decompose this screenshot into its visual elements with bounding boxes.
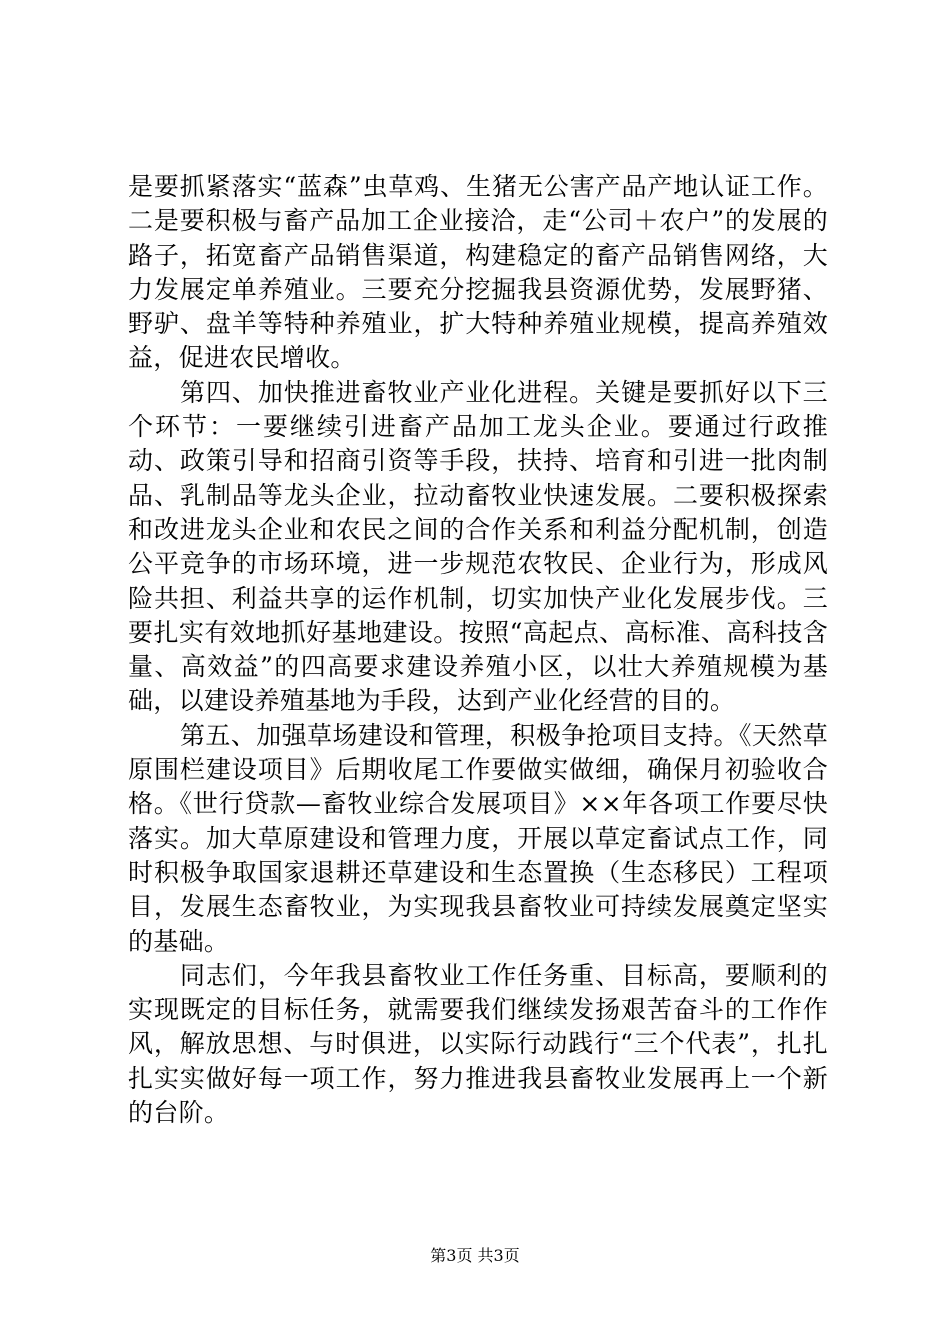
page-footer: 第3页 共3页	[430, 1246, 520, 1265]
paragraph-continued: 是要抓紧落实“蓝森”虫草鸡、生猪无公害产品产地认证工作。二是要积极与畜产品加工企业接洽，走“公司＋农户”的发展的路子，拓宽畜产品销售渠道，构建稳定的畜产品销售网络，大力发展定单养殖业。三要充分挖掘我县资源优势，发展野猪、野驴、盘羊等特种养殖业，扩大特种养殖业规模，提高养殖效益，促进农民增收。	[128, 172, 828, 373]
paragraph-closing: 同志们，今年我县畜牧业工作任务重、目标高，要顺利的实现既定的目标任务，就需要我们继续发扬艰苦奋斗的工作作风，解放思想、与时俱进，以实际行动践行“三个代表”，扎扎扎实实做好每一项工作，努力推进我县畜牧业发展再上一个新的台阶。	[128, 960, 828, 1128]
paragraph-fifth-point: 第五、加强草场建设和管理，积极争抢项目支持。《天然草原围栏建设项目》后期收尾工作要做实做细，确保月初验收合格。《世行贷款—畜牧业综合发展项目》××年各项工作要尽快落实。加大草原建设和管理力度，开展以草定畜试点工作，同时积极争取国家退耕还草建设和生态置换（生态移民）工程项目，发展生态畜牧业，为实现我县畜牧业可持续发展奠定坚实的基础。	[128, 720, 828, 956]
paragraph-fourth-point: 第四、加快推进畜牧业产业化进程。关键是要抓好以下三个环节：一要继续引进畜产品加工龙头企业。要通过行政推动、政策引导和招商引资等手段，扶持、培育和引进一批肉制品、乳制品等龙头企业，拉动畜牧业快速发展。二要积极探索和改进龙头企业和农民之间的合作关系和利益分配机制，创造公平竞争的市场环境，进一步规范农牧民、企业行为，形成风险共担、利益共享的运作机制，切实加快产业化发展步伐。三要扎实有效地抓好基地建设。按照“高起点、高标准、高科技含量、高效益”的四高要求建设养殖小区，以壮大养殖规模为基础，以建设养殖基地为手段，达到产业化经营的目的。	[128, 377, 828, 716]
document-body	[128, 170, 828, 1130]
